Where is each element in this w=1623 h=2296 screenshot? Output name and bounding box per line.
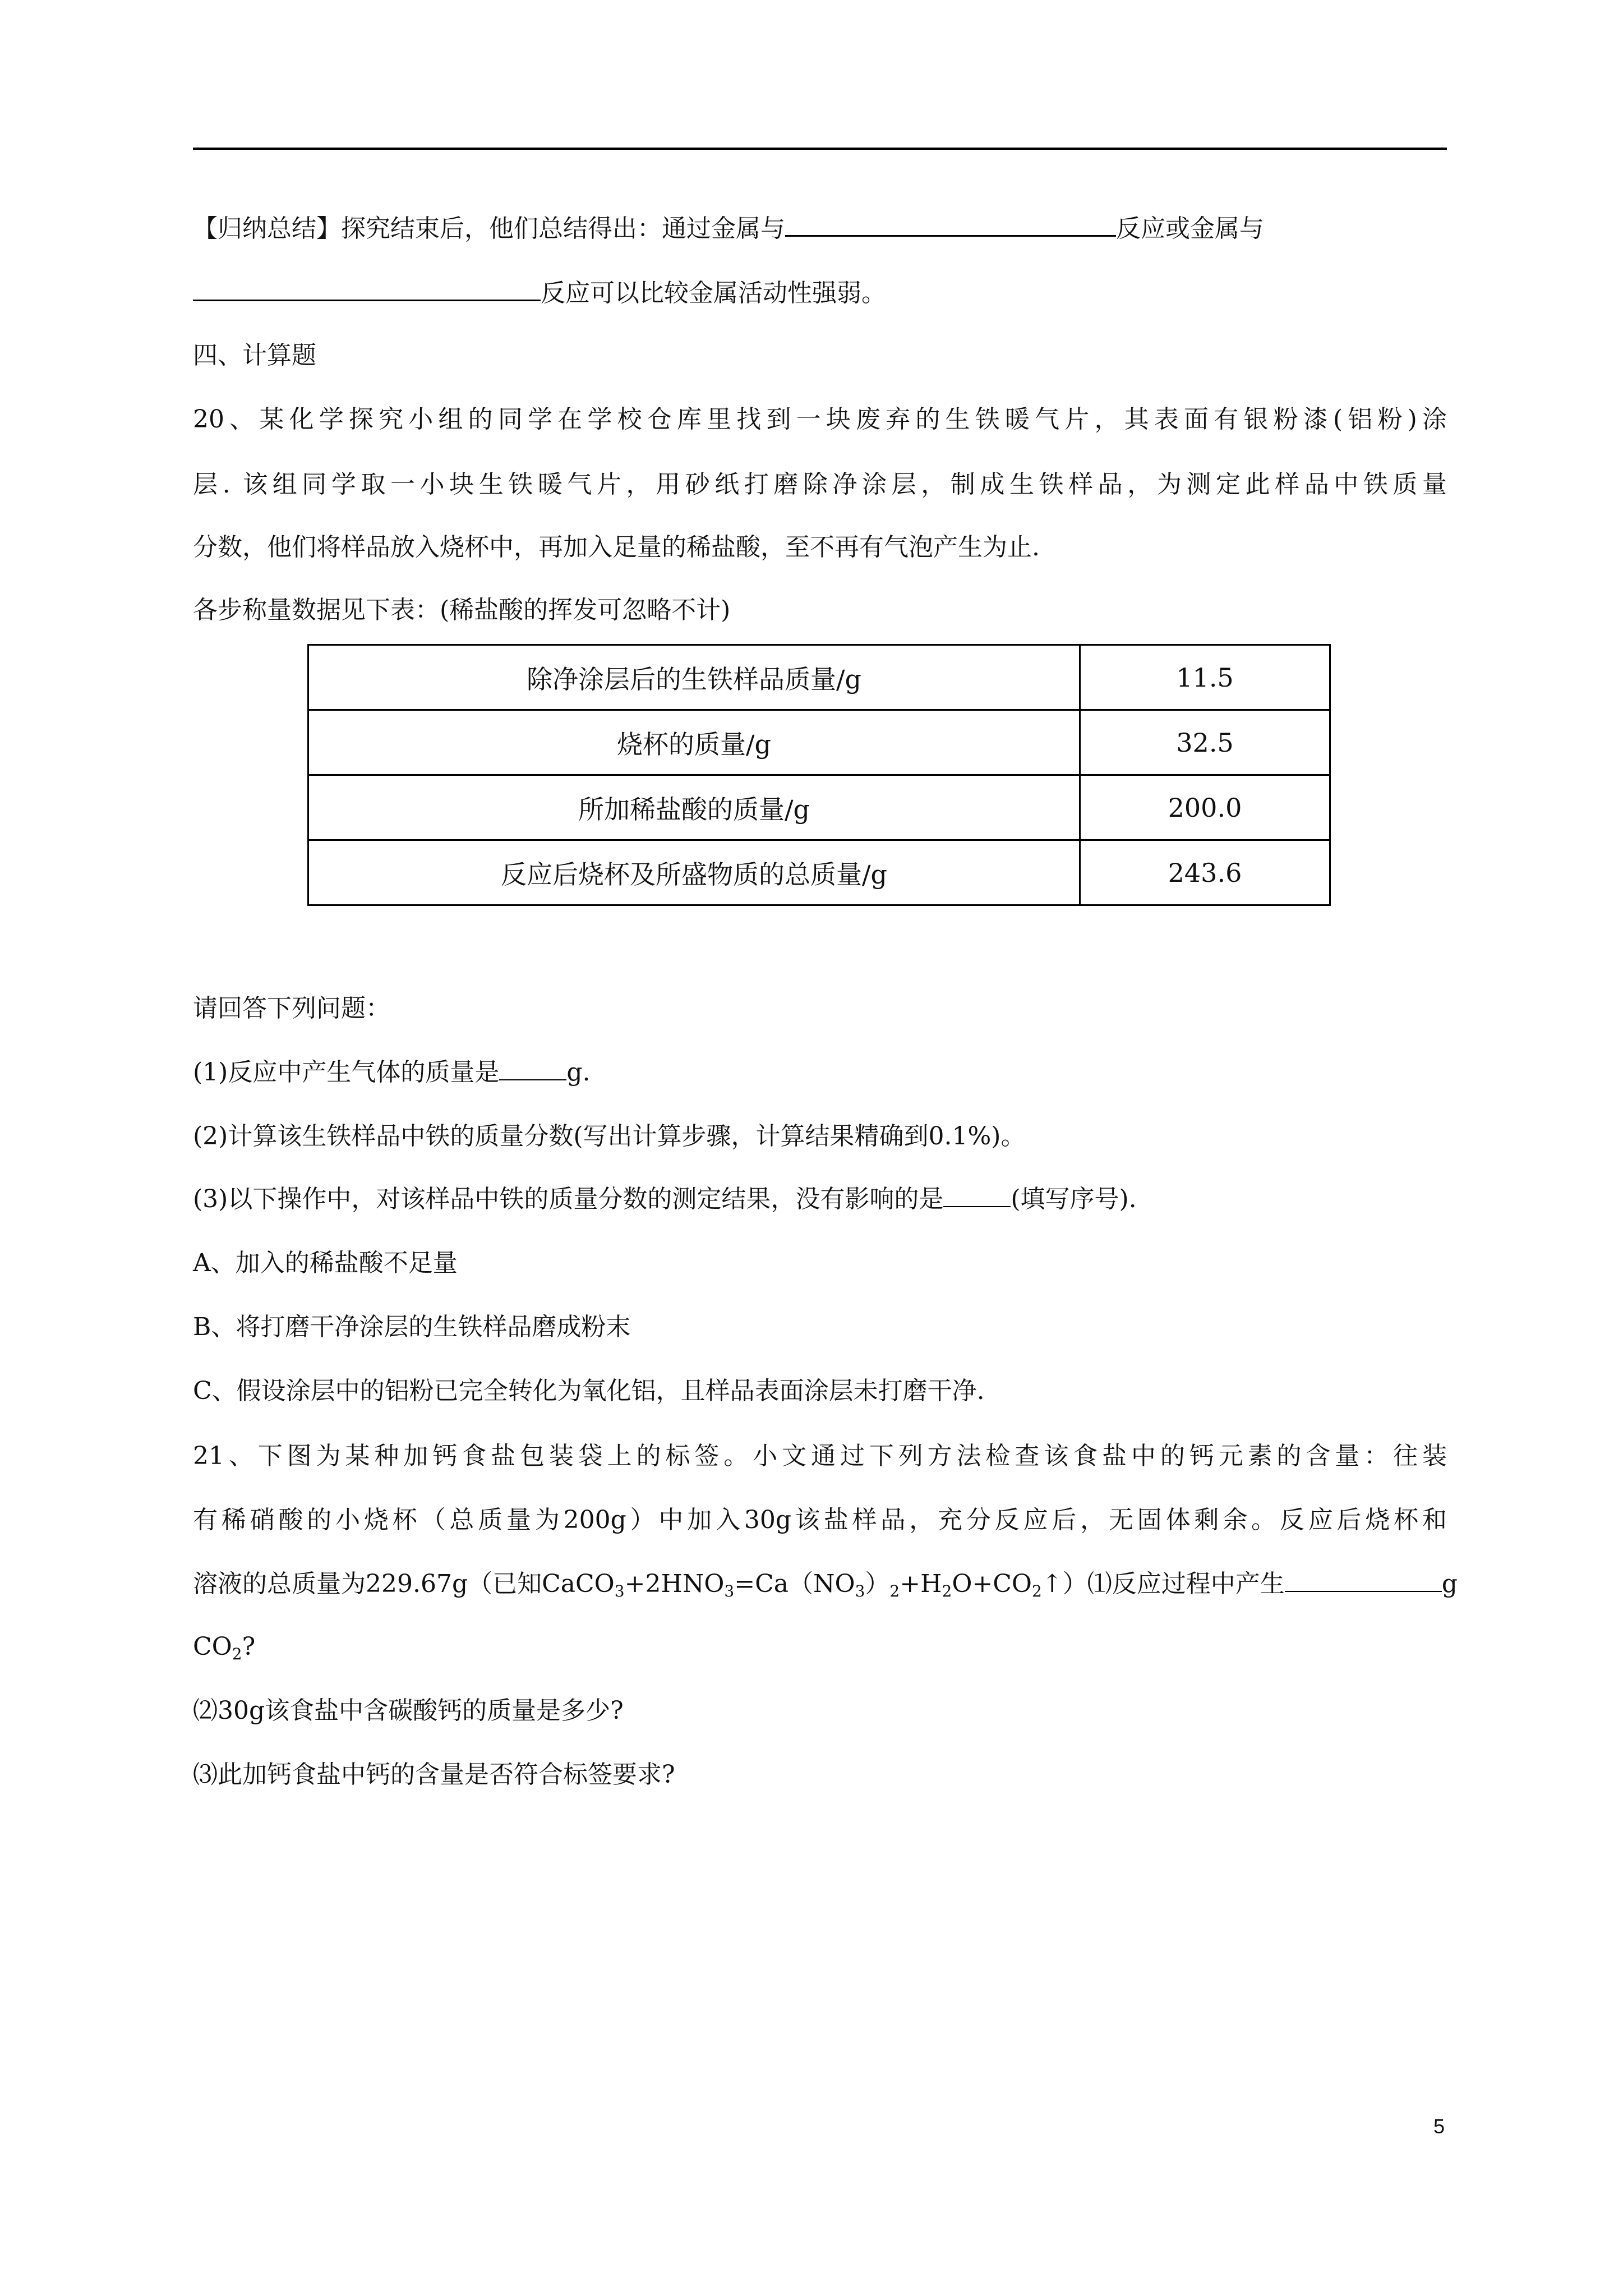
q21-text: g <box>1441 1570 1458 1598</box>
summary-text-c: 反应可以比较金属活动性强弱。 <box>541 279 886 307</box>
q20-sub1 <box>193 1056 1447 1089</box>
summary-line-2 <box>193 275 1447 310</box>
table-row <box>308 645 1330 710</box>
table-cell-value: 11.5 <box>1080 645 1330 710</box>
q21-text: =Ca（NO <box>734 1570 855 1598</box>
table-cell-label: 烧杯的质量/g <box>308 710 1080 775</box>
q21-text: CO <box>193 1632 232 1661</box>
subscript: 2 <box>889 1582 900 1600</box>
table-cell-value: 32.5 <box>1080 710 1330 775</box>
q21-text: ↑）⑴反应过程中产生 <box>1041 1570 1285 1598</box>
q21-text: ） <box>865 1570 890 1598</box>
option-c: C、假设涂层中的铝粉已完全转化为氧化铝，且样品表面涂层未打磨干净. <box>193 1377 985 1405</box>
summary-text-a: 【归纳总结】探究结束后，他们总结得出：通过金属与 <box>193 214 785 243</box>
section-heading: 四、计算题 <box>193 341 316 370</box>
q21-sub2: ⑵30g该食盐中含碳酸钙的质量是多少? <box>193 1696 624 1725</box>
q20-sub1-text: (1)反应中产生气体的质量是 <box>193 1058 500 1087</box>
answer-blank[interactable] <box>1285 1568 1442 1592</box>
q21-sub3: ⑶此加钙食盐中钙的含量是否符合标签要求? <box>193 1760 675 1789</box>
q20-sub3-tail: (填写序号). <box>1011 1185 1137 1213</box>
page-number: 5 <box>1433 2115 1445 2138</box>
q21-text: +H <box>900 1570 942 1598</box>
summary-text-b: 反应或金属与 <box>1116 214 1264 243</box>
q21-line-4 <box>193 1630 1447 1664</box>
subscript: 2 <box>232 1645 242 1663</box>
answer-blank[interactable] <box>193 275 541 301</box>
q21-line-1: 21、下图为某种加钙食盐包装袋上的标签。小文通过下列方法检查该食盐中的钙元素的含量：往装 <box>193 1442 1447 1470</box>
q20-prompt: 请回答下列问题： <box>193 994 390 1023</box>
subscript: 3 <box>724 1582 735 1600</box>
q20-sub3-text: (3)以下操作中，对该样品中铁的质量分数的测定结果，没有影响的是 <box>193 1185 944 1213</box>
table-row <box>308 775 1330 840</box>
answer-blank[interactable] <box>499 1057 566 1080</box>
q20-sub3 <box>193 1182 1447 1216</box>
subscript: 3 <box>855 1582 865 1600</box>
table-cell-value: 243.6 <box>1080 840 1330 905</box>
q20-line-1: 20、某化学探究小组的同学在学校仓库里找到一块废弃的生铁暖气片，其表面有银粉漆(铝粉)涂 <box>193 405 1447 434</box>
table-cell-label: 除净涂层后的生铁样品质量/g <box>308 645 1080 710</box>
subscript: 3 <box>614 1582 625 1600</box>
answer-blank[interactable] <box>785 210 1116 237</box>
table-row <box>308 710 1330 775</box>
q20-line-4: 各步称量数据见下表：(稀盐酸的挥发可忽略不计) <box>193 596 731 624</box>
option-a: A、加入的稀盐酸不足量 <box>193 1249 458 1277</box>
q21-text: +2HNO <box>624 1570 725 1598</box>
option-b: B、将打磨干净涂层的生铁样品磨成粉末 <box>193 1313 631 1341</box>
q21-line-2: 有稀硝酸的小烧杯（总质量为200g）中加入30g该盐样品，充分反应后，无固体剩余。反应后烧杯和 <box>193 1506 1447 1534</box>
q21-line-3 <box>193 1567 1458 1601</box>
subscript: 2 <box>942 1582 952 1600</box>
q21-text: O+CO <box>952 1570 1032 1598</box>
q20-line-3: 分数，他们将样品放入烧杯中，再加入足量的稀盐酸，至不再有气泡产生为止. <box>193 533 1040 562</box>
header-rule <box>193 148 1447 150</box>
answer-blank[interactable] <box>943 1184 1011 1207</box>
summary-line-1 <box>193 210 1447 246</box>
table-cell-label: 反应后烧杯及所盛物质的总质量/g <box>308 840 1080 905</box>
table-row <box>308 840 1330 905</box>
subscript: 2 <box>1032 1582 1042 1600</box>
q20-line-2: 层. 该组同学取一小块生铁暖气片，用砂纸打磨除净涂层，制成生铁样品，为测定此样品中铁质量 <box>193 470 1447 499</box>
table-cell-value: 200.0 <box>1080 775 1330 840</box>
q21-text: ? <box>242 1632 256 1661</box>
q21-text: 溶液的总质量为229.67g（已知CaCO <box>193 1570 615 1598</box>
table-cell-label: 所加稀盐酸的质量/g <box>308 775 1080 840</box>
q20-sub2: (2)计算该生铁样品中铁的质量分数(写出计算步骤，计算结果精确到0.1%)。 <box>193 1122 1026 1151</box>
weighing-data-table <box>307 644 1331 906</box>
q20-sub1-unit: g. <box>566 1058 591 1087</box>
